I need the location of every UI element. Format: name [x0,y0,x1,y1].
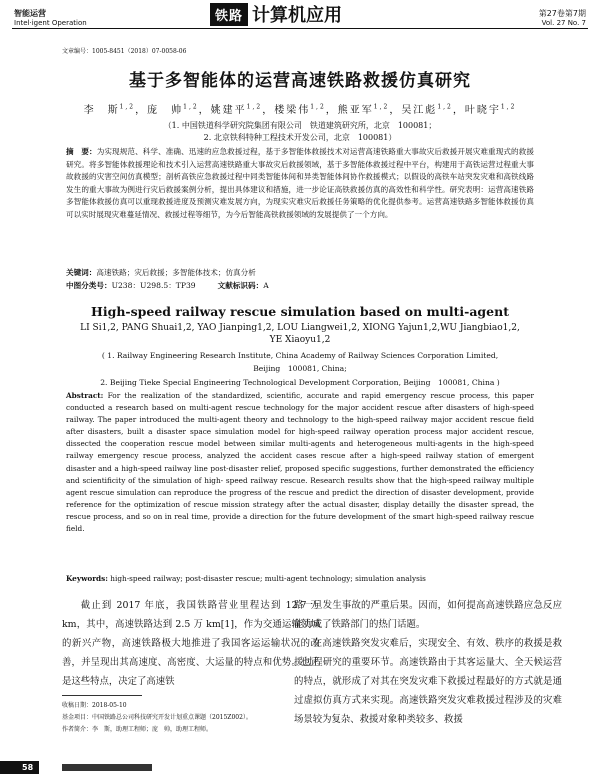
en-affiliation-2: 2. Beijing Tieke Special Engineering Technological Development Corporation, Beijing 100081, China ) [100,378,500,387]
body-paragraph: 路一旦发生事故的严重后果。因而，如何提高高速铁路应急反应能力成了铁路部门的热门话题。 [294,600,562,630]
volume-en: Vol. 27 No. 7 [541,19,586,27]
en-abstract [66,390,534,535]
cn-author: 吴江彪$^{1,2}$ [401,103,453,116]
en-authors-line1: LI Si1,2, PANG Shuai1,2, YAO Jianping1,2, LOU Liangwei1,2, XIONG Yajun1,2,WU Jiangbiao1,2, [80,323,520,333]
cn-abstract-text: 为实现规范、科学、准确、迅速的应急救援过程，基于多智能体救援技术对运营高速铁路重大事故灾后救援开展灾难重现式的救援研究。将多智能体救援理论和技术引入运营高速铁路重大事故灾后救援领域，基于多智能体救援过程中平台，构建用于高铁运营过程重大事故救援的灾害空间仿真模型；剖析高铁应急救援过程中同类智能体间和异类智能体间协作救援模式；以假设的高铁车站突发灾难和高铁线路发生的重大事故为例进行灾后救援案例分析，提出具体建议和措施，进一步论证高铁救援仿真的高效性和科学性。研究表明：运营高速铁路多智能体救援仿真可以重现救援进度及预测灾难发展方向，为现实灾难灾后救援任务策略的优化提供参考。运营高速铁路多智能体救援仿真可以实时展现灾难蔓延情况、救援过程等细节，为今后智能高铁救援领域的发展提供了一个方向。 [66,147,535,219]
body-column-left [62,596,320,691]
header-rule [12,28,588,29]
cn-classification [66,280,269,291]
cn-authors: 李 斯$^{1,2}$，庞 帅$^{1,2}$，姚建平$^{1,2}$，楼梁伟$^{1,2}$，熊亚军$^{1,2}$，吴江彪$^{1,2}$，叶晓宇$^{1,2}$ [83,103,517,116]
cn-author: 叶晓宇$^{1,2}$ [464,103,517,116]
footnote-author-bio: 作者简介：李 斯，助理工程师；庞 帅，助理工程师。 [62,726,213,733]
clc-value: U238：U298.5：TP39 [111,281,196,290]
en-authors-line2: YE Xiaoyu1,2 [269,335,331,345]
logo-mark: 铁路 [210,3,248,26]
journal-logo [210,2,342,26]
cn-abstract-label: 摘 要： [66,147,97,156]
cn-keywords [66,267,256,278]
section-name-cn: 智能运营 [14,9,46,18]
en-title: High-speed railway rescue simulation based on multi-agent [91,304,509,319]
cn-author: 姚建平$^{1,2}$ [210,103,263,116]
logo-text: 计算机应用 [252,5,343,26]
en-affiliation-1: ( 1. Railway Engineering Research Institute, China Academy of Railway Sciences Corporation Limited, [101,351,499,360]
cn-keywords-text: 高速铁路；灾后救援；多智能体技术；仿真分析 [96,268,256,277]
cn-keywords-label: 关键词： [66,268,97,277]
en-keywords [66,574,426,583]
cn-author: 熊亚军$^{1,2}$ [337,103,390,116]
doc-code-value: A [263,281,269,290]
page-number: 58 [0,761,39,774]
cn-author: 庞 帅$^{1,2}$ [147,103,199,116]
cn-affiliation-1: （1. 中国铁道科学研究院集团有限公司 铁道建筑研究所，北京 100081； [163,121,437,130]
cn-author: 楼梁伟$^{1,2}$ [274,103,326,116]
article-number: 文章编号：1005-8451（2018）07-0058-06 [62,48,187,55]
doc-code-label: 文献标识码： [217,281,264,290]
en-keywords-label: Keywords: [66,574,108,583]
en-abstract-label: Abstract: [66,391,104,400]
body-paragraph: 在高速铁路突发灾难后，实现安全、有效、秩序的救援是救援过程研究的重要环节。高速铁路由于其客运量大、全天候运营的特点，就形成了对其在突发灾难下救援过程最好的方式就是通过虚拟仿真方式来实现。高速铁路突发灾难救援过程涉及的灾难场景较为复杂、救援对象种类较多、救援 [294,638,562,725]
en-keywords-text: high-speed railway; post-disaster rescue; multi-agent technology; simulation analysis [110,574,426,583]
cn-author: 李 斯$^{1,2}$ [83,103,136,116]
en-affiliation-1b: Beijing 100081, China; [253,364,347,373]
body-column-right [294,596,562,729]
footer-bar [62,764,152,771]
section-name-en: Intel·igent Operation [14,19,87,27]
footnote-received: 收稿日期：2018-05-10 [62,702,127,709]
footnote-rule [62,695,142,696]
cn-abstract [66,146,534,222]
body-paragraph: 截止到 2017 年底，我国铁路营业里程达到 12.7 万 km，其中，高速铁路达到 2.5 万 km[1]，作为交通运输领域的新兴产物，高速铁路极大地推进了我国客运运输状况的改善，并呈现出其高速度、高密度、大运量的特点和优势。也正是这些特点，决定了高速铁 [62,600,320,687]
journal-volume-header [539,8,586,27]
en-abstract-text: For the realization of the standardized, scientific, accurate and rapid emergency rescue process, this paper conducted a research based on multi-agent rescue technology for the major accident rescue after disasters of high-speed railway. The paper introduced the multi-agent theory and technology to the high-speed railway major accident rescue field after disasters, built a disaster space simulation model for high-speed railway operation process major accident rescue, dissected the cooperation rescue model between similar multi-agents and heterogeneous multi-agents in the high-speed railway emergency rescue process, analyzed the accident cases rescue after a high-speed railway station of emergent disaster and a high-speed railway line post-disaster relief, proposed specific suggestions, further demonstrated the efficiency and scientificity of the simulation of high- speed railway rescue. Research results show that the high-speed railway multiple agent rescue simulation can reproduce the progress of the rescue and predict the direction of disaster development, provide reference for the optimization of rescue mission strategy after the actual disaster, display detailly the disaster spread, the rescue process, and so on in real time, provide a direction for the future development of the smart high-speed railway rescue field. [66,391,535,534]
volume-cn: 第27卷第7期 [538,9,586,18]
cn-affiliation-2: 2. 北京铁科特种工程技术开发公司，北京 100081） [203,133,397,142]
clc-label: 中图分类号： [66,281,112,290]
journal-section-header [14,8,87,27]
cn-title: 基于多智能体的运营高速铁路救援仿真研究 [129,71,471,91]
footnote-fund: 基金项目：中国铁路总公司科技研究开发计划重点课题（2015Z002）。 [62,714,252,721]
